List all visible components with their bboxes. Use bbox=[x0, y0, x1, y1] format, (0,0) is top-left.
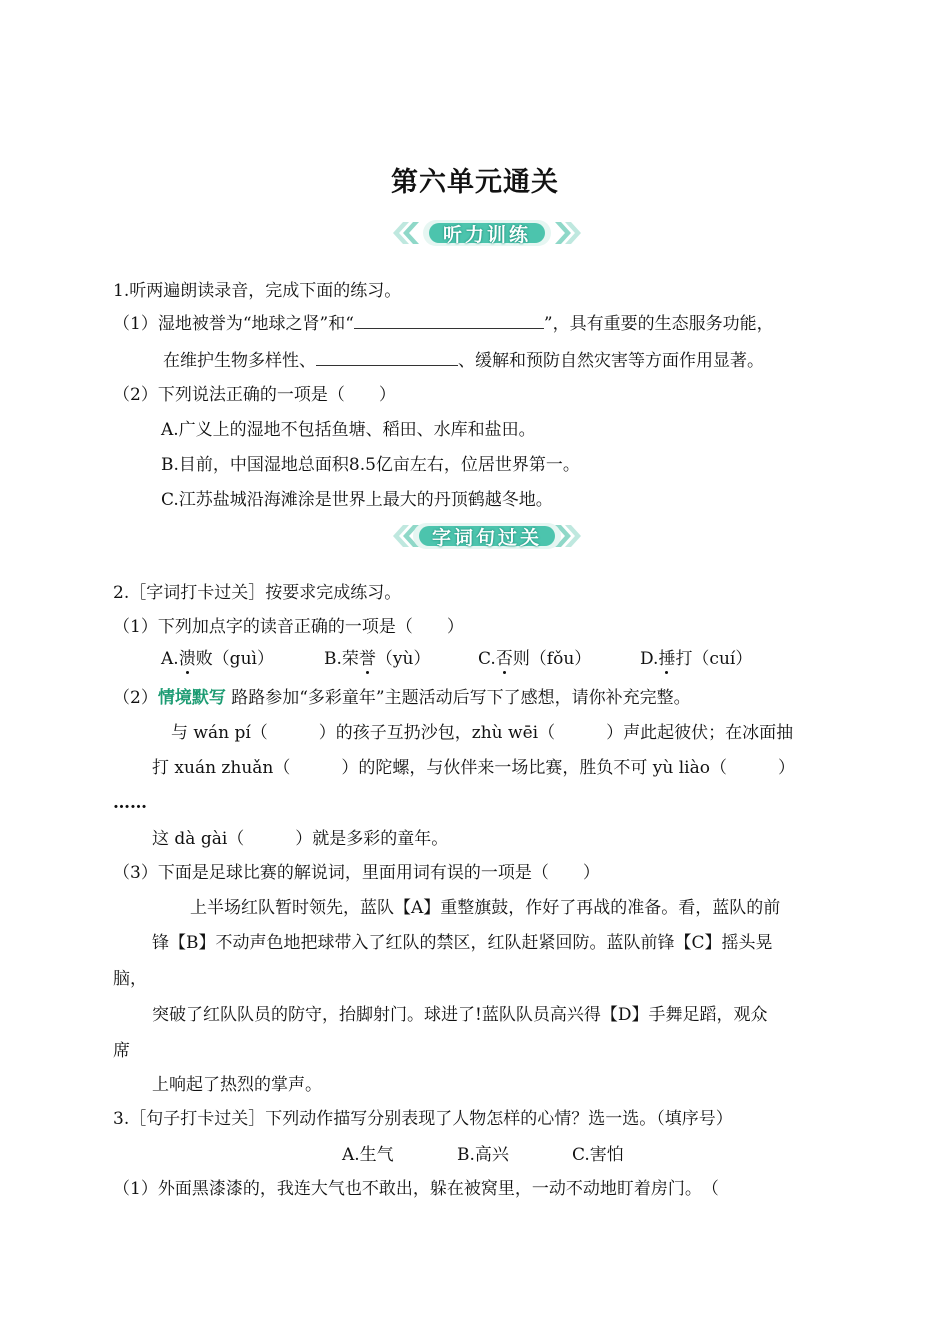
banner-label: 字词句过关 bbox=[431, 527, 542, 549]
q1-option-b[interactable]: B.目前，中国湿地总面积8.5亿亩左右，位居世界第一。 bbox=[161, 455, 580, 475]
q2-passage-line4: 突破了红队队员的防守，抬脚射门。球进了!蓝队队员高兴得【D】手舞足蹈，观众 bbox=[152, 1005, 768, 1025]
q2-option-b[interactable]: B.荣誉（yù） bbox=[324, 649, 431, 669]
q3-option-b[interactable]: B.高兴 bbox=[457, 1145, 509, 1165]
answer-blank[interactable] bbox=[316, 351, 458, 366]
q2-part2-line3: 这 dà gài（ ）就是多彩的童年。 bbox=[152, 829, 449, 849]
q1-stem: 1.听两遍朗读录音，完成下面的练习。 bbox=[113, 281, 402, 301]
q2-part3: （3）下面是足球比赛的解说词，里面用词有误的一项是（ ） bbox=[113, 863, 600, 883]
q2-option-d[interactable]: D.捶打（cuí） bbox=[640, 649, 753, 669]
q2-passage-line6: 上响起了热烈的掌声。 bbox=[152, 1075, 322, 1095]
q2-passage-line5: 席 bbox=[113, 1041, 130, 1061]
q2-part2-line2: 打 xuán zhuǎn（ ）的陀螺，与伙伴来一场比赛，胜负不可 yù liào（ ） bbox=[152, 758, 795, 778]
q2-part1: （1）下列加点字的读音正确的一项是（ ） bbox=[113, 617, 464, 637]
q2-part2-header: （2）情境默写 路路参加“多彩童年”主题活动后写下了感想，请你补充完整。 bbox=[113, 688, 691, 708]
q2-stem: 2.［字词打卡过关］按要求完成练习。 bbox=[113, 583, 402, 603]
q1-part2: （2）下列说法正确的一项是（ ） bbox=[113, 385, 396, 405]
answer-blank[interactable] bbox=[354, 314, 544, 329]
q2-passage-line3: 脑， bbox=[113, 969, 147, 989]
q1-option-c[interactable]: C.江苏盐城沿海滩涂是世界上最大的丹顶鹤越冬地。 bbox=[161, 490, 553, 510]
q2-option-a[interactable]: A.溃败（guì） bbox=[161, 649, 274, 669]
q2-part2-ellipsis: …… bbox=[113, 793, 147, 813]
situation-tag: 情境默写 bbox=[157, 688, 226, 708]
banner-label: 听力训练 bbox=[442, 224, 531, 246]
q3-option-a[interactable]: A.生气 bbox=[342, 1145, 394, 1165]
section-banner-words bbox=[389, 519, 585, 553]
q2-part2-line1: 与 wán pí（ ）的孩子互扔沙包，zhù wēi（ ）声此起彼伏；在冰面抽 bbox=[171, 723, 794, 743]
page-title: 第六单元通关 bbox=[391, 167, 559, 198]
q1-part1-line2: 在维护生物多样性、 、缓解和预防自然灾害等方面作用显著。 bbox=[163, 351, 764, 371]
section-banner-listening bbox=[389, 216, 585, 250]
q2-passage-line1: 上半场红队暂时领先，蓝队【A】重整旗鼓，作好了再战的准备。看，蓝队的前 bbox=[190, 898, 781, 918]
q3-part1: （1）外面黑漆漆的，我连大气也不敢出，躲在被窝里，一动不动地盯着房门。 （ bbox=[113, 1179, 719, 1199]
q3-stem: 3.［句子打卡过关］下列动作描写分别表现了人物怎样的心情？选一选。（填序号） bbox=[113, 1109, 733, 1129]
q2-passage-line2: 锋【B】不动声色地把球带入了红队的禁区，红队赶紧回防。蓝队前锋【C】摇头晃 bbox=[152, 933, 773, 953]
q3-option-c[interactable]: C.害怕 bbox=[572, 1145, 624, 1165]
q1-option-a[interactable]: A.广义上的湿地不包括鱼塘、稻田、水库和盐田。 bbox=[161, 420, 536, 440]
q2-option-c[interactable]: C.否则（fǒu） bbox=[478, 649, 592, 669]
q1-part1-line1: （1）湿地被誉为“地球之肾”和“ ”，具有重要的生态服务功能， bbox=[113, 314, 774, 334]
